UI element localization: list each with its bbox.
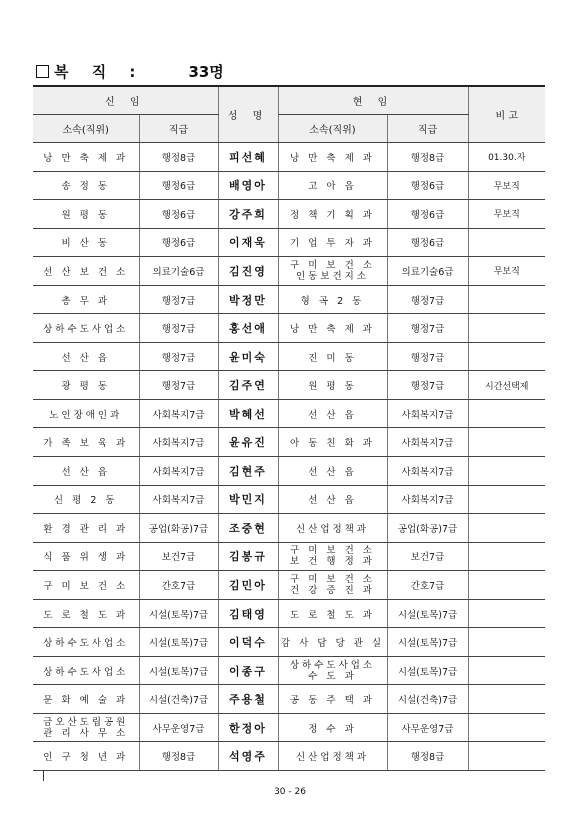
remark-cell xyxy=(468,314,545,343)
new-dept-cell xyxy=(33,257,139,286)
new-dept-cell xyxy=(33,399,139,428)
new-dept-cell xyxy=(33,171,139,200)
new-dept-cell xyxy=(33,285,139,314)
table-body xyxy=(33,143,545,771)
current-grade-cell: 시설(토목)7급 xyxy=(387,656,468,685)
current-grade-cell: 시설(토목)7급 xyxy=(387,628,468,657)
table-row xyxy=(33,628,545,657)
new-dept-cell-line: 금오산도립공원 xyxy=(43,716,129,728)
section-heading xyxy=(36,60,224,82)
new-dept-cell-line: 낭 만 축 제 과 xyxy=(43,152,129,164)
name-cell: 한정아 xyxy=(218,713,278,742)
name-cell: 이덕수 xyxy=(218,628,278,657)
new-grade-cell: 행정7급 xyxy=(139,314,218,343)
current-dept-cell-line: 도 로 철 도 과 xyxy=(290,609,375,621)
remark-cell xyxy=(468,542,545,571)
name-cell: 김주연 xyxy=(218,371,278,400)
new-dept-cell-line: 도 로 철 도 과 xyxy=(43,609,129,621)
new-dept-cell xyxy=(33,200,139,229)
current-dept-cell xyxy=(278,713,387,742)
name-cell: 강주희 xyxy=(218,200,278,229)
current-grade-cell: 사회복지7급 xyxy=(387,399,468,428)
new-grade-cell: 행정6급 xyxy=(139,200,218,229)
remark-cell xyxy=(468,599,545,628)
new-dept-cell xyxy=(33,485,139,514)
new-dept-cell xyxy=(33,228,139,257)
new-dept-cell-line: 총 무 과 xyxy=(61,295,111,307)
new-dept-cell-line: 송 정 동 xyxy=(61,181,111,193)
remark-cell: 시간선택제 xyxy=(468,371,545,400)
new-dept-cell-line: 상하수도사업소 xyxy=(43,638,129,650)
current-grade-cell: 사회복지7급 xyxy=(387,457,468,486)
new-grade-cell: 시설(건축)7급 xyxy=(139,685,218,714)
current-dept-cell xyxy=(278,257,387,286)
table-row xyxy=(33,257,545,286)
current-dept-cell xyxy=(278,485,387,514)
name-cell: 피선혜 xyxy=(218,143,278,172)
table-row xyxy=(33,713,545,742)
table-row xyxy=(33,542,545,571)
table-row xyxy=(33,428,545,457)
current-dept-cell xyxy=(278,742,387,771)
remark-cell xyxy=(468,485,545,514)
current-dept-cell xyxy=(278,143,387,172)
new-dept-cell-line: 문 화 예 술 과 xyxy=(43,695,129,707)
remark-cell xyxy=(468,342,545,371)
name-cell: 김진영 xyxy=(218,257,278,286)
new-grade-cell: 행정7급 xyxy=(139,285,218,314)
new-dept-cell xyxy=(33,428,139,457)
new-dept-cell xyxy=(33,599,139,628)
name-cell: 이종구 xyxy=(218,656,278,685)
remark-cell xyxy=(468,742,545,771)
name-cell: 윤미숙 xyxy=(218,342,278,371)
new-dept-cell-line: 환 경 관 리 과 xyxy=(43,523,129,535)
new-dept-cell-line: 신 평 2 동 xyxy=(53,495,118,507)
current-dept-cell-line: 수 도 과 xyxy=(308,670,357,682)
name-cell: 박혜선 xyxy=(218,399,278,428)
table-row xyxy=(33,371,545,400)
current-dept-cell xyxy=(278,200,387,229)
current-dept-cell xyxy=(278,314,387,343)
new-dept-cell xyxy=(33,314,139,343)
header-current-dept: 소속(직위) xyxy=(278,115,387,143)
current-dept-cell-line: 인동보건지소 xyxy=(295,270,370,282)
current-dept-cell-line: 공 동 주 택 과 xyxy=(290,695,375,707)
new-grade-cell: 사회복지7급 xyxy=(139,485,218,514)
current-grade-cell: 행정6급 xyxy=(387,171,468,200)
current-dept-cell-line: 보 건 행 정 과 xyxy=(290,556,375,568)
current-grade-cell: 사무운영7급 xyxy=(387,713,468,742)
current-dept-cell-line: 아 동 친 화 과 xyxy=(290,438,375,450)
new-dept-cell xyxy=(33,628,139,657)
name-cell: 김태영 xyxy=(218,599,278,628)
new-grade-cell: 시설(토목)7급 xyxy=(139,628,218,657)
new-grade-cell: 보건7급 xyxy=(139,542,218,571)
name-cell: 윤유진 xyxy=(218,428,278,457)
new-dept-cell-line: 선 산 읍 xyxy=(61,466,111,478)
remark-cell xyxy=(468,571,545,600)
table-row xyxy=(33,485,545,514)
transfer-table xyxy=(33,85,545,771)
current-dept-cell-line: 상하수도사업소 xyxy=(289,659,376,671)
new-dept-cell xyxy=(33,457,139,486)
current-dept-cell xyxy=(278,371,387,400)
new-dept-cell xyxy=(33,656,139,685)
table-row xyxy=(33,314,545,343)
current-grade-cell: 의료기술6급 xyxy=(387,257,468,286)
current-dept-cell xyxy=(278,628,387,657)
current-dept-cell xyxy=(278,285,387,314)
table-row xyxy=(33,399,545,428)
new-grade-cell: 행정7급 xyxy=(139,342,218,371)
table-row xyxy=(33,200,545,229)
new-dept-cell-line: 비 산 동 xyxy=(61,238,111,250)
new-dept-cell-line: 가 족 보 육 과 xyxy=(43,438,129,450)
new-dept-cell xyxy=(33,742,139,771)
current-grade-cell: 행정6급 xyxy=(387,228,468,257)
header-name: 성 명 xyxy=(218,86,278,143)
current-dept-cell xyxy=(278,571,387,600)
new-dept-cell-line: 선 산 읍 xyxy=(61,352,111,364)
name-cell: 김봉규 xyxy=(218,542,278,571)
new-grade-cell: 사회복지7급 xyxy=(139,457,218,486)
new-dept-cell-line: 관 리 사 무 소 xyxy=(43,727,129,739)
new-dept-cell-line: 식 품 위 생 과 xyxy=(43,552,129,564)
current-dept-cell-line: 구 미 보 건 소 xyxy=(290,573,375,585)
current-dept-cell xyxy=(278,656,387,685)
table-row xyxy=(33,457,545,486)
new-grade-cell: 간호7급 xyxy=(139,571,218,600)
new-dept-cell-line: 인 구 청 년 과 xyxy=(43,752,129,764)
name-cell: 이재욱 xyxy=(218,228,278,257)
current-dept-cell-line: 낭 만 축 제 과 xyxy=(290,324,375,336)
current-dept-cell-line: 선 산 읍 xyxy=(308,466,357,478)
table-row xyxy=(33,285,545,314)
remark-cell: 무보직 xyxy=(468,171,545,200)
new-grade-cell: 시설(토목)7급 xyxy=(139,599,218,628)
margin-marker xyxy=(43,771,44,781)
current-dept-cell-line: 신산업정책과 xyxy=(295,523,370,535)
current-grade-cell: 사회복지7급 xyxy=(387,428,468,457)
new-dept-cell-line: 구 미 보 건 소 xyxy=(43,580,129,592)
current-grade-cell: 시설(토목)7급 xyxy=(387,599,468,628)
current-grade-cell: 공업(화공)7급 xyxy=(387,514,468,543)
remark-cell xyxy=(468,228,545,257)
new-grade-cell: 공업(화공)7급 xyxy=(139,514,218,543)
current-grade-cell: 행정7급 xyxy=(387,285,468,314)
header-new-grade: 직급 xyxy=(139,115,218,143)
new-dept-cell xyxy=(33,685,139,714)
new-dept-cell-line: 원 평 동 xyxy=(61,209,111,221)
remark-cell xyxy=(468,457,545,486)
current-dept-cell-line: 낭 만 축 제 과 xyxy=(290,152,375,164)
current-dept-cell xyxy=(278,599,387,628)
table-row xyxy=(33,571,545,600)
header-row-top xyxy=(33,86,545,115)
table-row xyxy=(33,514,545,543)
new-grade-cell: 행정8급 xyxy=(139,143,218,172)
new-grade-cell: 사회복지7급 xyxy=(139,428,218,457)
new-dept-cell xyxy=(33,371,139,400)
current-dept-cell xyxy=(278,457,387,486)
current-grade-cell: 시설(건축)7급 xyxy=(387,685,468,714)
current-dept-cell xyxy=(278,428,387,457)
current-dept-cell-line: 형 곡 2 동 xyxy=(300,295,365,307)
current-dept-cell-line: 원 평 동 xyxy=(308,381,357,393)
new-grade-cell: 행정6급 xyxy=(139,171,218,200)
current-dept-cell-line: 선 산 읍 xyxy=(308,409,357,421)
page-number: 30 - 26 xyxy=(274,787,306,797)
table-row xyxy=(33,143,545,172)
name-cell: 홍선애 xyxy=(218,314,278,343)
header-current-grade: 직급 xyxy=(387,115,468,143)
name-cell: 김민아 xyxy=(218,571,278,600)
remark-cell xyxy=(468,656,545,685)
header-current-group: 현 임 xyxy=(278,86,468,115)
remark-cell: 무보직 xyxy=(468,200,545,229)
new-dept-cell xyxy=(33,143,139,172)
new-dept-cell xyxy=(33,342,139,371)
current-dept-cell-line: 정 수 과 xyxy=(308,723,357,735)
section-label: 복 직 : xyxy=(54,62,145,81)
new-grade-cell: 행정6급 xyxy=(139,228,218,257)
remark-cell xyxy=(468,428,545,457)
current-dept-cell-line: 진 미 동 xyxy=(308,352,357,364)
table-row xyxy=(33,742,545,771)
new-dept-cell xyxy=(33,571,139,600)
current-dept-cell-line: 건 강 증 진 과 xyxy=(290,584,375,596)
header-new-group: 신 임 xyxy=(33,86,218,115)
name-cell: 주용철 xyxy=(218,685,278,714)
current-dept-cell-line: 정 책 기 획 과 xyxy=(290,209,375,221)
remark-cell: 01.30.자 xyxy=(468,143,545,172)
current-dept-cell xyxy=(278,171,387,200)
current-dept-cell xyxy=(278,399,387,428)
current-grade-cell: 보건7급 xyxy=(387,542,468,571)
name-cell: 배영아 xyxy=(218,171,278,200)
new-grade-cell: 사회복지7급 xyxy=(139,399,218,428)
current-dept-cell-line: 고 아 읍 xyxy=(308,181,357,193)
new-grade-cell: 사무운영7급 xyxy=(139,713,218,742)
remark-cell xyxy=(468,685,545,714)
remark-cell: 무보직 xyxy=(468,257,545,286)
table-row xyxy=(33,228,545,257)
new-grade-cell: 행정8급 xyxy=(139,742,218,771)
current-grade-cell: 간호7급 xyxy=(387,571,468,600)
current-dept-cell-line: 감 사 담 당 관 실 xyxy=(280,638,385,650)
new-dept-cell-line: 상하수도사업소 xyxy=(43,666,129,678)
current-dept-cell xyxy=(278,685,387,714)
new-grade-cell: 행정7급 xyxy=(139,371,218,400)
current-grade-cell: 행정8급 xyxy=(387,742,468,771)
new-grade-cell: 의료기술6급 xyxy=(139,257,218,286)
table-row xyxy=(33,342,545,371)
current-grade-cell: 사회복지7급 xyxy=(387,485,468,514)
current-dept-cell xyxy=(278,542,387,571)
header-new-dept: 소속(직위) xyxy=(33,115,139,143)
table-row xyxy=(33,656,545,685)
header-remark: 비 고 xyxy=(468,86,545,143)
checkbox-square-icon xyxy=(36,65,49,78)
remark-cell xyxy=(468,713,545,742)
current-grade-cell: 행정7급 xyxy=(387,314,468,343)
name-cell: 김현주 xyxy=(218,457,278,486)
new-dept-cell xyxy=(33,514,139,543)
remark-cell xyxy=(468,514,545,543)
current-dept-cell-line: 신산업정책과 xyxy=(295,752,370,764)
table-row xyxy=(33,599,545,628)
current-grade-cell: 행정6급 xyxy=(387,200,468,229)
current-dept-cell xyxy=(278,514,387,543)
table-row xyxy=(33,685,545,714)
section-count: 33명 xyxy=(188,62,224,81)
name-cell: 박민지 xyxy=(218,485,278,514)
remark-cell xyxy=(468,628,545,657)
current-dept-cell xyxy=(278,228,387,257)
new-dept-cell-line: 선 산 보 건 소 xyxy=(43,266,129,278)
table-row xyxy=(33,171,545,200)
new-dept-cell xyxy=(33,713,139,742)
current-dept-cell-line: 구 미 보 건 소 xyxy=(290,259,375,271)
current-grade-cell: 행정7급 xyxy=(387,342,468,371)
new-dept-cell-line: 노인장애인과 xyxy=(49,409,123,421)
name-cell: 박정만 xyxy=(218,285,278,314)
name-cell: 조중현 xyxy=(218,514,278,543)
remark-cell xyxy=(468,285,545,314)
new-dept-cell xyxy=(33,542,139,571)
remark-cell xyxy=(468,399,545,428)
current-grade-cell: 행정8급 xyxy=(387,143,468,172)
name-cell: 석영주 xyxy=(218,742,278,771)
new-dept-cell-line: 상하수도사업소 xyxy=(43,324,129,336)
current-dept-cell-line: 선 산 읍 xyxy=(308,495,357,507)
current-grade-cell: 행정7급 xyxy=(387,371,468,400)
current-dept-cell-line: 기 업 투 자 과 xyxy=(290,238,375,250)
new-dept-cell-line: 광 평 동 xyxy=(61,381,111,393)
new-grade-cell: 시설(토목)7급 xyxy=(139,656,218,685)
current-dept-cell xyxy=(278,342,387,371)
current-dept-cell-line: 구 미 보 건 소 xyxy=(290,545,375,557)
